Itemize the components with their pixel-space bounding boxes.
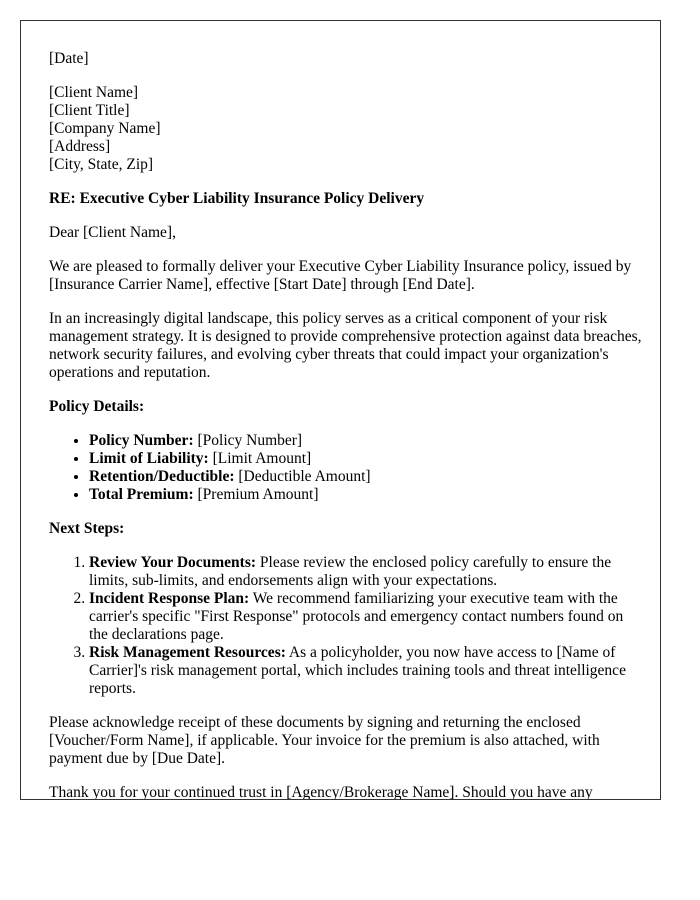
next-steps-list bbox=[49, 554, 644, 698]
policy-detail-value: [Policy Number] bbox=[193, 432, 303, 449]
letter-page bbox=[20, 20, 661, 800]
letter-date: [Date] bbox=[49, 50, 89, 67]
salutation: Dear [Client Name], bbox=[49, 224, 176, 241]
policy-detail-label: Total Premium: bbox=[89, 486, 194, 503]
next-step-label: Risk Management Resources: bbox=[89, 644, 286, 661]
paragraph-acknowledge: Please acknowledge receipt of these documents by signing and returning the enclosed [Voucher/Form Name], if applicable. Your invoice for the premium is also attached, with payment due by [Due Date]. bbox=[49, 714, 600, 767]
policy-detail-value: [Deductible Amount] bbox=[234, 468, 371, 485]
next-step-label: Review Your Documents: bbox=[89, 554, 257, 571]
subject-text: RE: Executive Cyber Liability Insurance Policy Delivery bbox=[49, 190, 425, 207]
policy-details-list bbox=[49, 432, 644, 504]
recipient-city-state-zip: [City, State, Zip] bbox=[49, 156, 154, 173]
next-step-text: Please review the enclosed policy carefully to ensure the limits, sub-limits, and endorsements align with your expectations. bbox=[89, 554, 612, 589]
paragraph-closing: Thank you for your continued trust in [Agency/Brokerage Name]. Should you have any bbox=[49, 784, 593, 800]
recipient-title: [Client Title] bbox=[49, 102, 130, 119]
next-step-item bbox=[89, 644, 644, 698]
policy-detail-item bbox=[89, 432, 644, 450]
paragraph-intro: We are pleased to formally deliver your Executive Cyber Liability Insurance policy, issued by [Insurance Carrier Name], effective [Start Date] through [End Date]. bbox=[49, 258, 632, 293]
policy-details-heading-text: Policy Details: bbox=[49, 398, 145, 415]
policy-detail-item bbox=[89, 450, 644, 468]
next-steps-heading bbox=[49, 520, 644, 538]
policy-detail-label: Limit of Liability: bbox=[89, 450, 209, 467]
next-step-item bbox=[89, 590, 644, 644]
policy-detail-value: [Premium Amount] bbox=[193, 486, 319, 503]
letter-content bbox=[21, 21, 644, 800]
recipient-address: [Address] bbox=[49, 138, 111, 155]
next-step-text: We recommend familiarizing your executive team with the carrier's specific "First Response" protocols and emergency contact numbers found on the declarations page. bbox=[89, 590, 624, 643]
next-steps-heading-text: Next Steps: bbox=[49, 520, 125, 537]
policy-detail-value: [Limit Amount] bbox=[208, 450, 312, 467]
policy-detail-label: Policy Number: bbox=[89, 432, 194, 449]
next-step-item bbox=[89, 554, 644, 590]
recipient-block bbox=[49, 84, 644, 174]
recipient-name: [Client Name] bbox=[49, 84, 139, 101]
policy-detail-item bbox=[89, 468, 644, 486]
recipient-company: [Company Name] bbox=[49, 120, 161, 137]
next-step-label: Incident Response Plan: bbox=[89, 590, 250, 607]
policy-detail-item bbox=[89, 486, 644, 504]
policy-details-heading bbox=[49, 398, 644, 416]
paragraph-context: In an increasingly digital landscape, this policy serves as a critical component of your risk management strategy. It is designed to provide comprehensive protection against data breaches, network security failures, and evolving cyber threats that could impact your organization's operations and reputation. bbox=[49, 310, 642, 381]
subject-line bbox=[49, 190, 644, 208]
policy-detail-label: Retention/Deductible: bbox=[89, 468, 235, 485]
next-step-text: As a policyholder, you now have access to [Name of Carrier]'s risk management portal, which includes training tools and threat intelligence reports. bbox=[89, 644, 626, 697]
